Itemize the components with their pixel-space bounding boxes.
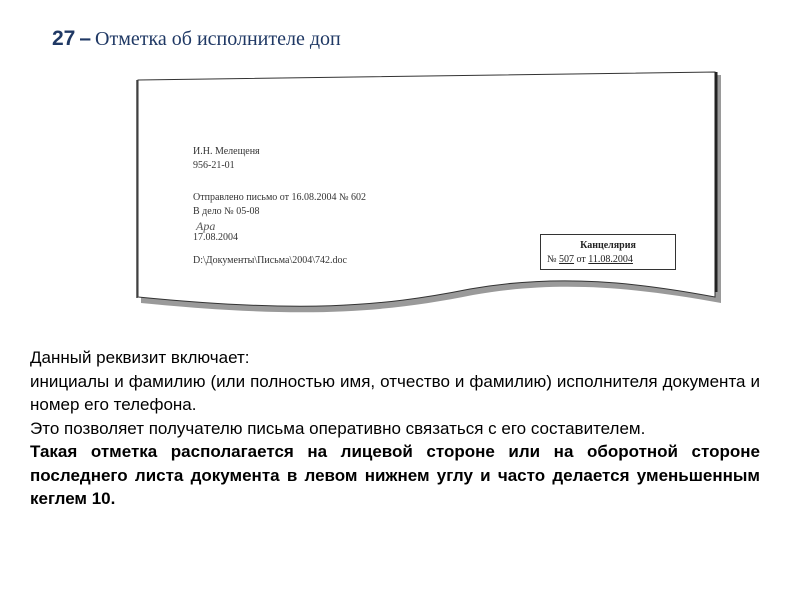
stamp-from-label: от <box>576 254 586 265</box>
execution-date: 17.08.2004 <box>193 232 238 243</box>
stamp-title: Канцелярия <box>580 240 636 251</box>
stamp-registration-line <box>547 254 633 265</box>
description-text <box>30 346 760 511</box>
slide-number: 27 <box>52 27 76 50</box>
registration-stamp <box>540 234 676 270</box>
executor-name: И.Н. Мелещеня <box>193 146 260 157</box>
file-line: В дело № 05-08 <box>193 206 260 217</box>
sent-letter-line: Отправлено письмо от 16.08.2004 № 602 <box>193 192 367 203</box>
description-placement: Такая отметка располагается на лицевой стороне или на оборотной стороне последнего листа документа в левом нижнем углу и часто делается уменьшенным кеглем 10. <box>30 442 760 508</box>
sheet-paper <box>138 72 715 306</box>
stamp-no-label: № <box>547 254 557 265</box>
stamp-number: 507 <box>559 254 575 265</box>
slide-title-text: Отметка об исполнителе доп <box>95 28 341 50</box>
description-purpose: Это позволяет получателю письма оперативно связаться с его составителем. <box>30 418 646 438</box>
file-path: D:\Документы\Письма\2004\742.doc <box>193 255 347 266</box>
executor-phone: 956-21-01 <box>193 160 235 171</box>
description-intro: Данный реквизит включает: <box>30 348 250 367</box>
stamp-date: 11.08.2004 <box>588 254 633 265</box>
description-contents: инициалы и фамилию (или полностью имя, отчество и фамилию) исполнителя документа и номер его телефона. <box>30 371 760 414</box>
title-dash: – <box>79 27 92 50</box>
handwritten-signature: Ара <box>196 219 216 233</box>
